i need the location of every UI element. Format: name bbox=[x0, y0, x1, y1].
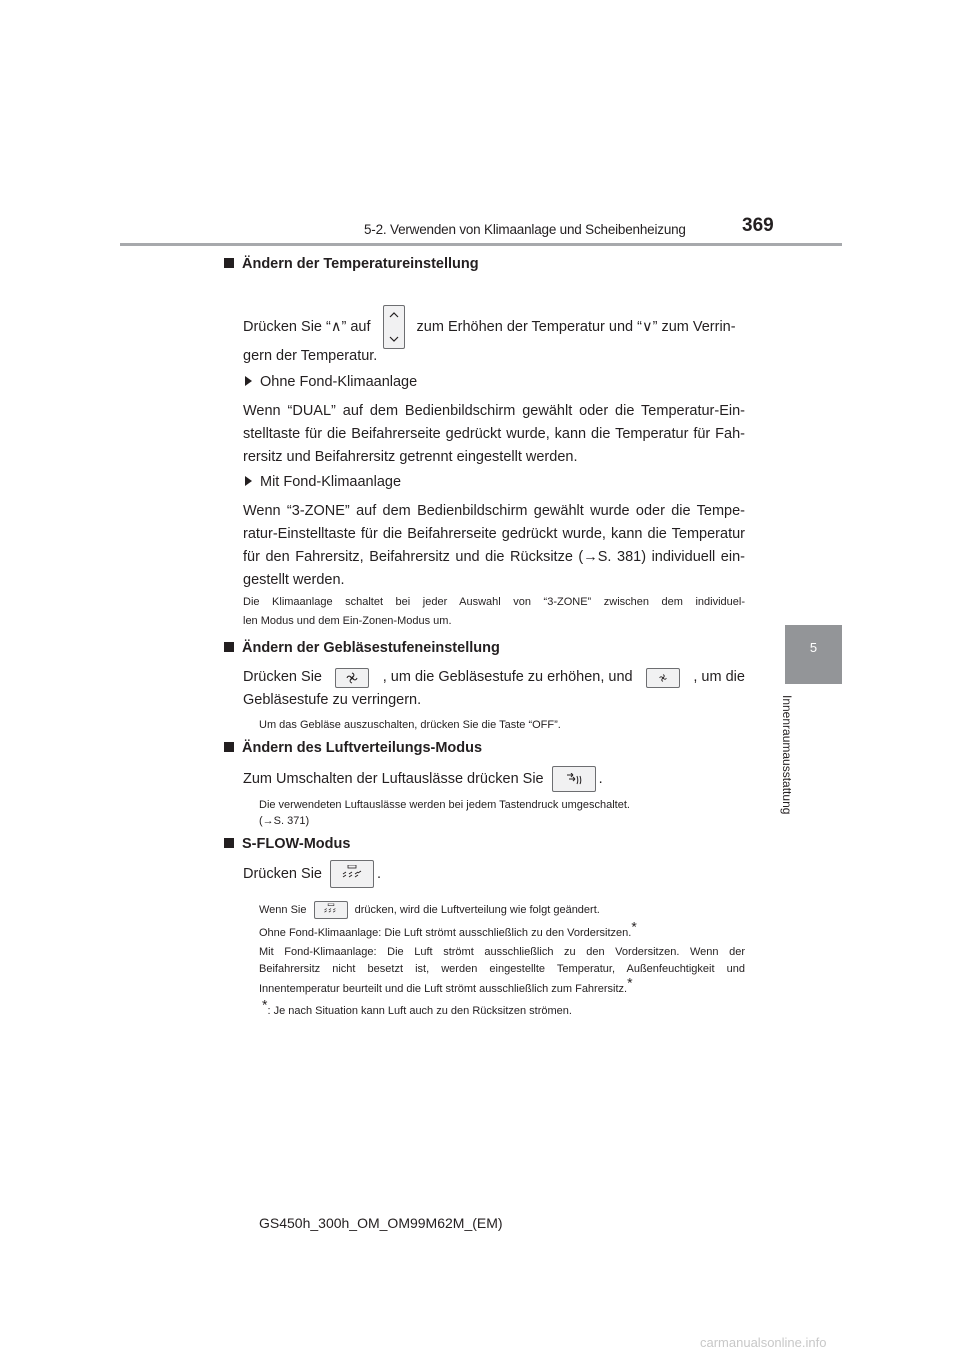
sflow-line-1: Drücken Sie . bbox=[243, 860, 745, 888]
chapter-number: 5 bbox=[809, 640, 818, 655]
fan-up-icon bbox=[335, 668, 369, 688]
asterisk-mark: * bbox=[631, 918, 637, 935]
temp-rocker-icon bbox=[383, 305, 405, 349]
with-rear-label: Mit Fond-Klimaanlage bbox=[243, 474, 401, 490]
chapter-label-vertical bbox=[780, 695, 804, 825]
model-code: GS450h_300h_OM_OM99M62M_(EM) bbox=[259, 1215, 503, 1231]
fan-note: Um das Gebläse auszuschalten, drücken Sie die Taste “OFF”. bbox=[259, 719, 561, 731]
temperature-heading: Ändern der Temperatureinstellung bbox=[224, 256, 479, 272]
without-rear-line-1: Wenn “DUAL” auf dem Bedienbildschirm gewählt oder die Temperatur-Ein- bbox=[243, 403, 745, 419]
with-rear-line-1: Wenn “3-ZONE” auf dem Bedienbildschirm gewählt wurde oder die Tempe- bbox=[243, 503, 745, 519]
without-rear-line-2: stelltaste für die Beifahrerseite gedrückt wurde, kann die Temperatur für Fah- bbox=[243, 426, 745, 442]
fan-down-icon bbox=[646, 668, 680, 688]
sflow-with-rear-3: Innentemperatur beurteilt und die Luft strömt ausschließlich zum Fahrersitz.* bbox=[259, 974, 633, 995]
heading-bullet-icon bbox=[224, 742, 234, 752]
heading-bullet-icon bbox=[224, 642, 234, 652]
with-rear-line-4: gestellt werden. bbox=[243, 572, 345, 588]
without-rear-label: Ohne Fond-Klimaanlage bbox=[243, 374, 417, 390]
airflow-mode-icon bbox=[552, 766, 596, 792]
airflow-line-1: Zum Umschalten der Luftauslässe drücken Sie . bbox=[243, 766, 745, 792]
temperature-line-2: gern der Temperatur. bbox=[243, 348, 378, 364]
sflow-with-rear-1: Mit Fond-Klimaanlage: Die Luft strömt ausschließlich zu den Vordersitzen. Wenn der bbox=[259, 946, 745, 958]
heading-bullet-icon bbox=[224, 258, 234, 268]
sflow-heading: S-FLOW-Modus bbox=[224, 836, 350, 852]
triangle-bullet-icon bbox=[245, 476, 252, 486]
sflow-footnote: *: Je nach Situation kann Luft auch zu den Rücksitzen strömen. bbox=[262, 996, 572, 1017]
with-rear-note-2: len Modus und dem Ein-Zonen-Modus um. bbox=[243, 615, 452, 627]
s-flow-small-icon bbox=[314, 901, 348, 919]
running-header: 5-2. Verwenden von Klimaanlage und Scheibenheizung bbox=[364, 222, 686, 237]
sflow-note-intro: Wenn Sie drücken, wird die Luftverteilung wie folgt geändert. bbox=[259, 901, 761, 919]
temperature-line-1: Drücken Sie “∧” auf zum Erhöhen der Temperatur und “∨” zum Verrin- bbox=[243, 305, 745, 349]
with-rear-note-1: Die Klimaanlage schaltet bei jeder Auswahl von “3-ZONE” zwischen dem individuel- bbox=[243, 596, 745, 608]
s-flow-icon bbox=[330, 860, 374, 888]
airflow-note-2: (→S. 371) bbox=[259, 815, 310, 827]
airflow-note-1: Die verwendeten Luftauslässe werden bei jedem Tastendruck umgeschaltet. bbox=[259, 799, 630, 811]
fan-line-2: Gebläsestufe zu verringern. bbox=[243, 692, 422, 708]
page-number: 369 bbox=[742, 215, 774, 236]
sflow-with-rear-2: Beifahrersitz nicht besetzt ist, werden eingestellte Temperatur, Außenfeuchtigkeit und bbox=[259, 963, 745, 975]
triangle-bullet-icon bbox=[245, 376, 252, 386]
airflow-heading: Ändern des Luftverteilungs-Modus bbox=[224, 740, 482, 756]
with-rear-line-2: ratur-Einstelltaste für die Beifahrerseite gedrückt wurde, kann die Temperatur bbox=[243, 526, 745, 542]
asterisk-mark: * bbox=[627, 974, 633, 991]
sflow-without-rear: Ohne Fond-Klimaanlage: Die Luft strömt ausschließlich zu den Vordersitzen.* bbox=[259, 918, 637, 939]
without-rear-line-3: rersitz und Beifahrersitz getrennt eingestellt werden. bbox=[243, 449, 578, 465]
fan-heading: Ändern der Gebläsestufeneinstellung bbox=[224, 640, 500, 656]
heading-bullet-icon bbox=[224, 838, 234, 848]
fan-line-1: Drücken Sie , um die Gebläsestufe zu erhöhen, und , um die bbox=[243, 666, 745, 689]
header-divider bbox=[120, 243, 842, 246]
with-rear-line-3: für den Fahrersitz, Beifahrersitz und die Rücksitze (→S. 381) individuell ein- bbox=[243, 549, 745, 565]
chapter-label: Innenraumausstattung bbox=[780, 695, 794, 815]
watermark: carmanualsonline.info bbox=[700, 1335, 827, 1350]
